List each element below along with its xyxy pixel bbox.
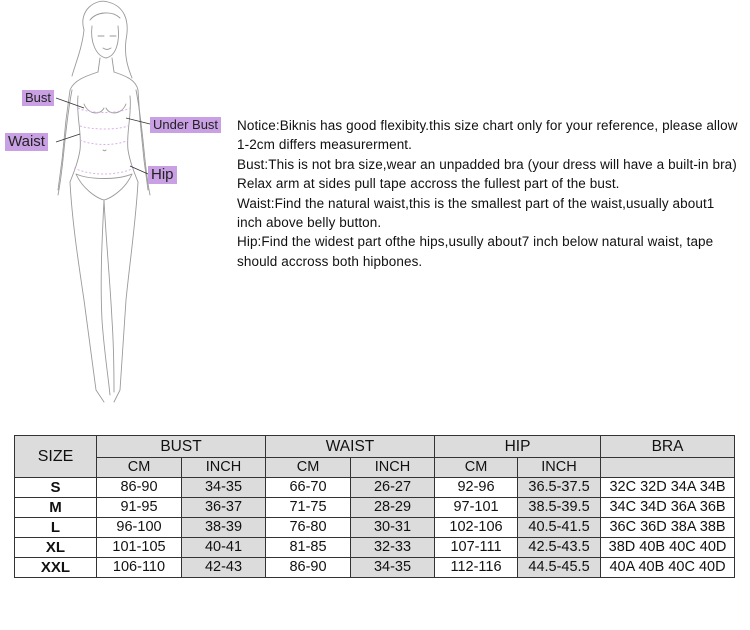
measurement-cell: 81-85 xyxy=(266,538,351,558)
under-bust-tag: Under Bust xyxy=(150,117,221,133)
bust-note: Bust:This is not bra size,wear an unpadded bra (your dress will have a built-in bra) Relax arm at sides pull tape accross the fullest part of the bust. xyxy=(237,156,737,192)
bra-cell: 36C 36D 38A 38B xyxy=(601,518,735,538)
size-header: SIZE xyxy=(15,436,97,478)
waist-note: Waist:Find the natural waist,this is the smallest part of the waist,usually about1 inch above belly button. xyxy=(237,195,715,231)
measurement-cell: 86-90 xyxy=(266,558,351,578)
measurement-cell: 92-96 xyxy=(435,478,518,498)
measurement-cell: 40.5-41.5 xyxy=(518,518,601,538)
measurement-cell: 32-33 xyxy=(351,538,435,558)
measurement-cell: 34-35 xyxy=(351,558,435,578)
table-row xyxy=(15,538,735,558)
hip-header: HIP xyxy=(435,436,601,458)
table-row xyxy=(15,558,735,578)
size-chart-table xyxy=(14,435,735,578)
measurement-cell: 86-90 xyxy=(97,478,182,498)
bust-header: BUST xyxy=(97,436,266,458)
measurement-cell: 102-106 xyxy=(435,518,518,538)
unit-header: CM xyxy=(97,458,182,478)
bust-tag: Bust xyxy=(22,90,54,106)
measurement-cell: 76-80 xyxy=(266,518,351,538)
measurement-cell: 97-101 xyxy=(435,498,518,518)
measurement-cell: 71-75 xyxy=(266,498,351,518)
measurement-cell: 26-27 xyxy=(351,478,435,498)
model-figure xyxy=(0,0,240,410)
size-rows xyxy=(15,478,735,578)
waist-tag: Waist xyxy=(5,133,48,151)
table-row xyxy=(15,518,735,538)
measurement-cell: 38-39 xyxy=(182,518,266,538)
measurement-cell: 38.5-39.5 xyxy=(518,498,601,518)
measurement-cell: 106-110 xyxy=(97,558,182,578)
size-label: S xyxy=(15,478,97,498)
measurement-notes xyxy=(237,116,742,271)
unit-header: CM xyxy=(435,458,518,478)
measurement-cell: 107-111 xyxy=(435,538,518,558)
bra-cell: 32C 32D 34A 34B xyxy=(601,478,735,498)
unit-header: CM xyxy=(266,458,351,478)
measurement-cell: 91-95 xyxy=(97,498,182,518)
size-label: XL xyxy=(15,538,97,558)
model-illustration xyxy=(0,0,240,410)
bra-header: BRA xyxy=(601,436,735,458)
measurement-cell: 36-37 xyxy=(182,498,266,518)
measurement-cell: 96-100 xyxy=(97,518,182,538)
notice-text: Notice:Biknis has good flexibity.this size chart only for your reference, please allow 1-2cm differs measurerment. xyxy=(237,118,738,153)
measurement-cell: 112-116 xyxy=(435,558,518,578)
bra-unit-header xyxy=(601,458,735,478)
bra-cell: 40A 40B 40C 40D xyxy=(601,558,735,578)
measurement-cell: 101-105 xyxy=(97,538,182,558)
measurement-cell: 42.5-43.5 xyxy=(518,538,601,558)
unit-header: INCH xyxy=(182,458,266,478)
bra-cell: 38D 40B 40C 40D xyxy=(601,538,735,558)
measurement-cell: 66-70 xyxy=(266,478,351,498)
measurement-cell: 42-43 xyxy=(182,558,266,578)
size-label: L xyxy=(15,518,97,538)
measurement-cell: 34-35 xyxy=(182,478,266,498)
measurement-cell: 36.5-37.5 xyxy=(518,478,601,498)
size-label: M xyxy=(15,498,97,518)
size-label: XXL xyxy=(15,558,97,578)
table-row xyxy=(15,478,735,498)
waist-header: WAIST xyxy=(266,436,435,458)
table-row xyxy=(15,498,735,518)
unit-header: INCH xyxy=(518,458,601,478)
measurement-cell: 30-31 xyxy=(351,518,435,538)
hip-note: Hip:Find the widest part ofthe hips,usully about7 inch below natural waist, tape should accross both hipbones. xyxy=(237,234,714,269)
unit-header: INCH xyxy=(351,458,435,478)
measurement-cell: 40-41 xyxy=(182,538,266,558)
measurement-cell: 28-29 xyxy=(351,498,435,518)
hip-tag: Hip xyxy=(148,166,177,184)
measurement-cell: 44.5-45.5 xyxy=(518,558,601,578)
bra-cell: 34C 34D 36A 36B xyxy=(601,498,735,518)
